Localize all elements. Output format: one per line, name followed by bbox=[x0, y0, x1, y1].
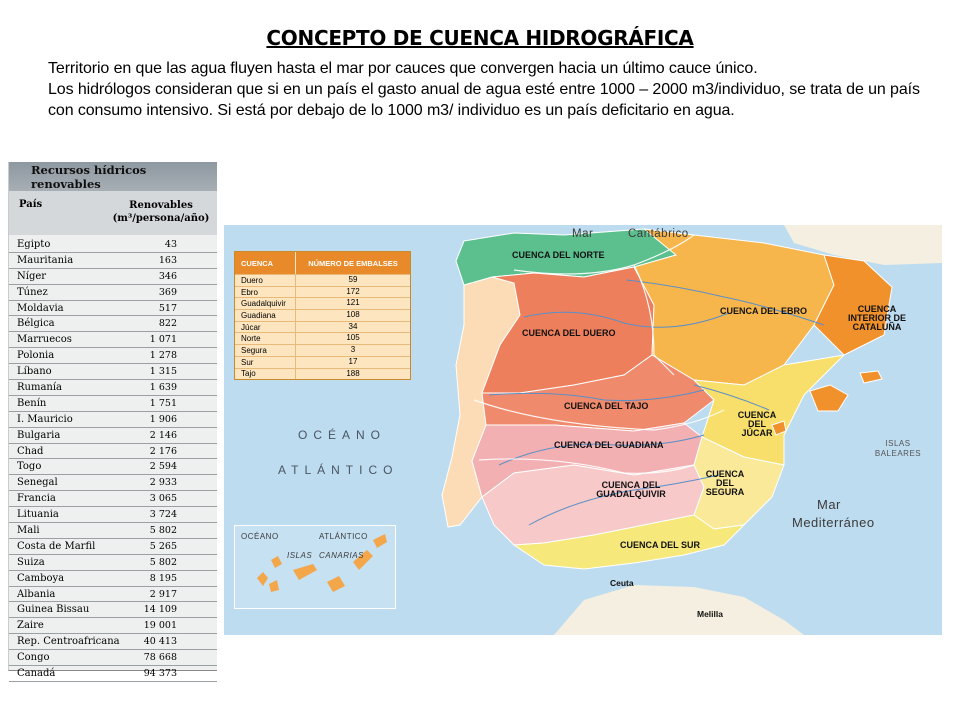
reservoirs-row bbox=[235, 286, 410, 298]
table-row bbox=[9, 380, 217, 396]
water-resources-table bbox=[8, 162, 217, 679]
renewables-value: 1 278 bbox=[149, 350, 177, 362]
reservoirs-count: 108 bbox=[295, 310, 410, 321]
country-name: Mali bbox=[17, 524, 40, 536]
table-row bbox=[9, 523, 217, 539]
renewables-value: 517 bbox=[158, 302, 177, 314]
balearic-islands-label: ISLAS BALEARES bbox=[874, 439, 922, 458]
table-row bbox=[9, 507, 217, 523]
reservoirs-row bbox=[235, 321, 410, 333]
table-row bbox=[9, 428, 217, 444]
reservoirs-table bbox=[234, 251, 411, 380]
renewables-value: 94 373 bbox=[143, 667, 177, 679]
sea-label-mediterraneo-word2: Mediterráneo bbox=[792, 515, 875, 530]
table-row bbox=[9, 555, 217, 571]
table-row bbox=[9, 602, 217, 618]
country-name: Suiza bbox=[17, 556, 45, 568]
country-name: Polonia bbox=[17, 350, 55, 362]
renewables-value: 1 315 bbox=[149, 366, 177, 378]
renewables-value: 1 639 bbox=[149, 381, 177, 393]
table-row bbox=[9, 571, 217, 587]
country-name: Costa de Marfil bbox=[17, 540, 96, 552]
table-row bbox=[9, 650, 217, 666]
label-cuenca-tajo: CUENCA DEL TAJO bbox=[564, 401, 649, 411]
renewables-value: 19 001 bbox=[143, 620, 177, 632]
table-row bbox=[9, 348, 217, 364]
table-row bbox=[9, 634, 217, 650]
country-name: Túnez bbox=[17, 286, 48, 298]
table-row bbox=[9, 539, 217, 555]
table-heading: Recursos hídricos renovables bbox=[9, 162, 217, 191]
country-name: Egipto bbox=[17, 238, 51, 250]
label-cuenca-segura: CUENCA DEL SEGURA bbox=[705, 469, 745, 497]
reservoirs-row bbox=[235, 309, 410, 321]
label-cuenca-duero: CUENCA DEL DUERO bbox=[522, 328, 616, 338]
reservoirs-count: 3 bbox=[295, 345, 410, 356]
country-name: Líbano bbox=[17, 366, 52, 378]
table-row bbox=[9, 301, 217, 317]
label-cuenca-guadalquivir: CUENCA DEL GUADALQUIVIR bbox=[596, 480, 666, 499]
reservoirs-body bbox=[235, 274, 410, 379]
table-row bbox=[9, 587, 217, 603]
country-name: Zaire bbox=[17, 620, 44, 632]
mallorca-island bbox=[810, 385, 848, 411]
renewables-value: 2 594 bbox=[149, 461, 177, 473]
label-cuenca-norte: CUENCA DEL NORTE bbox=[512, 250, 605, 260]
table-row bbox=[9, 618, 217, 634]
reservoirs-basin-name: Segura bbox=[241, 345, 267, 355]
canarias-label-islas: ISLAS bbox=[287, 551, 313, 560]
renewables-value: 8 195 bbox=[149, 572, 177, 584]
table-row bbox=[9, 285, 217, 301]
renewables-value: 40 413 bbox=[143, 636, 177, 648]
table-row bbox=[9, 332, 217, 348]
city-melilla: Melilla bbox=[697, 609, 723, 619]
country-name: Congo bbox=[17, 652, 50, 664]
canarias-label-canarias: CANARIAS bbox=[319, 551, 364, 560]
hydrographic-basins-map bbox=[224, 225, 942, 635]
table-row bbox=[9, 412, 217, 428]
reservoirs-basin-name: Ebro bbox=[241, 287, 258, 297]
country-name: Bulgaria bbox=[17, 429, 61, 441]
reservoirs-row bbox=[235, 274, 410, 286]
table-row bbox=[9, 237, 217, 253]
country-name: Camboya bbox=[17, 572, 65, 584]
renewables-value: 43 bbox=[164, 238, 177, 250]
column-country: País bbox=[19, 199, 43, 210]
renewables-value: 78 668 bbox=[143, 652, 177, 664]
page-title: CONCEPTO DE CUENCA HIDROGRÁFICA bbox=[266, 26, 694, 50]
reservoirs-basin-name: Sur bbox=[241, 357, 254, 367]
renewables-value: 5 802 bbox=[149, 556, 177, 568]
reservoirs-basin-name: Guadalquivir bbox=[241, 299, 286, 309]
table-row bbox=[9, 475, 217, 491]
menorca-island bbox=[860, 371, 882, 383]
country-name: Mauritania bbox=[17, 254, 74, 266]
renewables-value: 822 bbox=[158, 318, 177, 330]
country-name: Rep. Centroafricana bbox=[17, 636, 120, 648]
table-row bbox=[9, 316, 217, 332]
reservoirs-count: 172 bbox=[295, 287, 410, 298]
table-column-headers bbox=[9, 191, 217, 235]
label-cuenca-guadiana: CUENCA DEL GUADIANA bbox=[554, 440, 664, 450]
definition-paragraph: Territorio en que las agua fluyen hasta el mar por cauces que convergen hacia un último cauce único. bbox=[48, 60, 758, 77]
hydrology-paragraph: Los hidrólogos consideran que si en un país el gasto anual de agua esté entre 1000 – 2000 m3/individuo, se trata de un país con consumo intensivo. Si está por debajo de lo 1000 m3/ individuo es un país deficitario en agua. bbox=[48, 81, 920, 119]
table-row bbox=[9, 444, 217, 460]
table-row bbox=[9, 459, 217, 475]
renewables-value: 2 176 bbox=[149, 445, 177, 457]
country-name: Marruecos bbox=[17, 334, 72, 346]
table-body bbox=[9, 235, 217, 682]
country-name: Guinea Bissau bbox=[17, 604, 90, 616]
city-ceuta: Ceuta bbox=[610, 578, 634, 588]
reservoirs-basin-name: Júcar bbox=[241, 322, 261, 332]
reservoirs-col-count: NÚMERO DE EMBALSES bbox=[295, 252, 410, 274]
canarias-label-atlantico: ATLÁNTICO bbox=[319, 532, 368, 541]
renewables-value: 14 109 bbox=[143, 604, 177, 616]
reservoirs-basin-name: Duero bbox=[241, 275, 263, 285]
reservoirs-col-basin: CUENCA bbox=[241, 258, 274, 268]
country-name: Francia bbox=[17, 493, 56, 505]
reservoirs-row bbox=[235, 297, 410, 309]
ocean-label-word2: ATLÁNTICO bbox=[278, 463, 399, 477]
renewables-value: 5 265 bbox=[149, 540, 177, 552]
renewables-value: 1 071 bbox=[149, 334, 177, 346]
country-name: Senegal bbox=[17, 477, 58, 489]
reservoirs-count: 105 bbox=[295, 333, 410, 344]
country-name: Benín bbox=[17, 397, 47, 409]
country-name: I. Mauricio bbox=[17, 413, 73, 425]
renewables-value: 346 bbox=[158, 270, 177, 282]
africa-land bbox=[554, 585, 804, 635]
renewables-value: 2 146 bbox=[149, 429, 177, 441]
table-row bbox=[9, 666, 217, 682]
country-name: Togo bbox=[17, 461, 42, 473]
label-cuenca-jucar: CUENCA DEL JÚCAR bbox=[737, 410, 777, 438]
country-name: Albania bbox=[17, 588, 56, 600]
label-cuenca-cataluna: CUENCA INTERIOR DE CATALUÑA bbox=[847, 304, 906, 332]
label-cuenca-sur: CUENCA DEL SUR bbox=[620, 540, 701, 550]
renewables-value: 163 bbox=[158, 254, 177, 266]
renewables-value: 3 724 bbox=[149, 509, 177, 521]
reservoirs-count: 34 bbox=[295, 322, 410, 333]
renewables-value: 2 933 bbox=[149, 477, 177, 489]
renewables-value: 5 802 bbox=[149, 524, 177, 536]
renewables-value: 369 bbox=[158, 286, 177, 298]
country-name: Moldavia bbox=[17, 302, 64, 314]
sea-label-cantabrico-word2: Cantábrico bbox=[628, 228, 689, 240]
country-name: Chad bbox=[17, 445, 44, 457]
ocean-label-word1: OCÉANO bbox=[298, 428, 387, 442]
reservoirs-count: 188 bbox=[295, 369, 410, 380]
reservoirs-row bbox=[235, 344, 410, 356]
table-row bbox=[9, 253, 217, 269]
label-cuenca-ebro: CUENCA DEL EBRO bbox=[720, 306, 808, 316]
table-row bbox=[9, 491, 217, 507]
country-name: Canadá bbox=[17, 667, 56, 679]
table-row bbox=[9, 269, 217, 285]
reservoirs-count: 17 bbox=[295, 357, 410, 368]
country-name: Rumanía bbox=[17, 381, 63, 393]
country-name: Lituania bbox=[17, 509, 59, 521]
reservoirs-basin-name: Guadiana bbox=[241, 310, 276, 320]
reservoirs-count: 59 bbox=[295, 275, 410, 286]
reservoirs-basin-name: Tajo bbox=[241, 369, 256, 379]
renewables-value: 1 751 bbox=[149, 397, 177, 409]
renewables-value: 3 065 bbox=[149, 493, 177, 505]
canarias-label-oceano: OCÉANO bbox=[241, 532, 279, 541]
description-text bbox=[48, 58, 928, 121]
country-name: Níger bbox=[17, 270, 47, 282]
country-name: Bélgica bbox=[17, 318, 55, 330]
renewables-value: 2 917 bbox=[149, 588, 177, 600]
renewables-value: 1 906 bbox=[149, 413, 177, 425]
column-renewables: Renovables (m³/persona/año) bbox=[112, 200, 210, 224]
reservoirs-row bbox=[235, 356, 410, 368]
sea-label-mediterraneo-word1: Mar bbox=[817, 497, 841, 512]
reservoirs-header bbox=[235, 252, 410, 274]
reservoirs-count: 121 bbox=[295, 298, 410, 309]
reservoirs-row bbox=[235, 332, 410, 344]
reservoirs-row bbox=[235, 368, 410, 380]
table-row bbox=[9, 396, 217, 412]
sea-label-cantabrico-word1: Mar bbox=[572, 228, 594, 240]
canary-islands-inset bbox=[234, 525, 396, 609]
reservoirs-basin-name: Norte bbox=[241, 334, 261, 344]
table-row bbox=[9, 364, 217, 380]
